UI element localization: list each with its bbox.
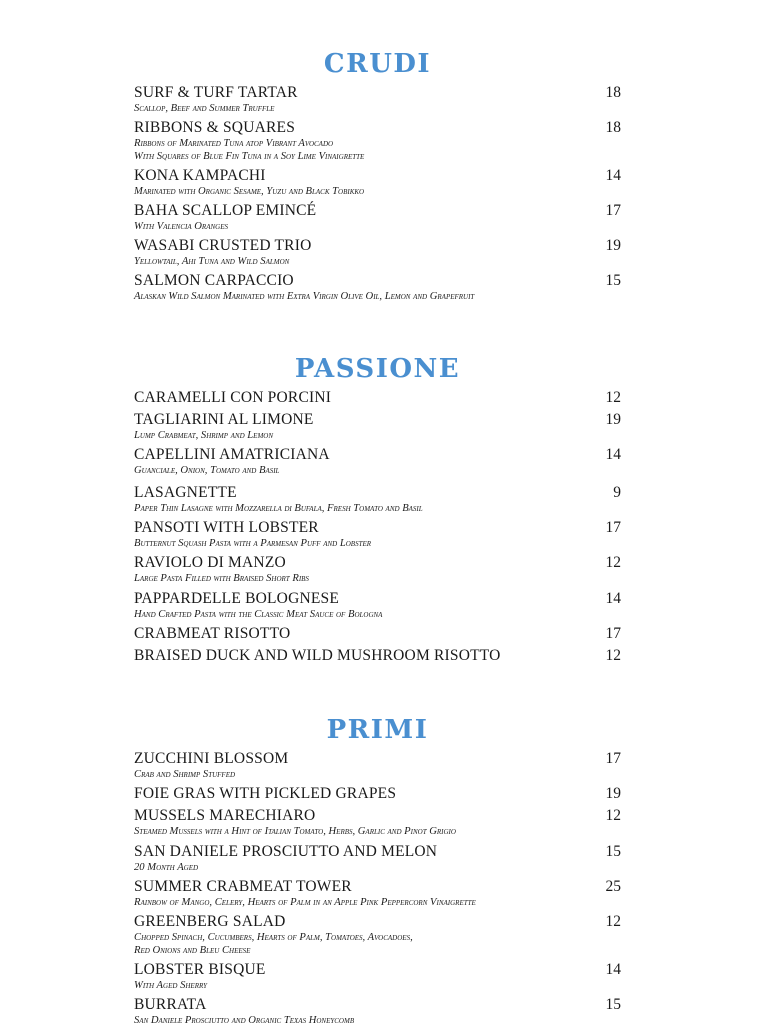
item-description: San Daniele Prosciutto and Organic Texas Honeycomb <box>134 1015 355 1026</box>
item-description: Butternut Squash Pasta with a Parmesan Puff and Lobster <box>134 538 372 549</box>
item-price: 9 <box>613 484 621 501</box>
item-name: PAPPARDELLE BOLOGNESE <box>134 590 340 607</box>
item-name: CARAMELLI CON PORCINI <box>134 389 332 406</box>
item-description: Guanciale, Onion, Tomato and Basil <box>134 465 280 476</box>
item-name: GREENBERG SALAD <box>134 913 286 930</box>
item-description: Alaskan Wild Salmon Marinated with Extra Virgin Olive Oil, Lemon and Grapefruit <box>134 291 475 302</box>
item-name: CAPELLINI AMATRICIANA <box>134 446 330 463</box>
menu-item <box>134 84 621 116</box>
menu-item <box>134 807 621 839</box>
item-description: Ribbons of Marinated Tuna atop Vibrant Avocado <box>134 138 334 149</box>
item-price: 17 <box>605 202 621 219</box>
menu-item <box>134 519 621 551</box>
menu-item <box>134 843 621 875</box>
item-price: 14 <box>605 590 621 607</box>
item-name: SUMMER CRABMEAT TOWER <box>134 878 352 895</box>
item-description: Crab and Shrimp Stuffed <box>134 769 236 780</box>
item-price: 14 <box>605 446 621 463</box>
section-title: PASSIONE <box>294 354 461 384</box>
menu-item <box>134 119 621 163</box>
item-price: 18 <box>605 84 621 101</box>
menu-item <box>134 913 621 957</box>
item-price: 12 <box>605 389 621 406</box>
item-description: With Valencia Oranges <box>134 221 228 232</box>
item-price: 17 <box>605 519 621 536</box>
item-price: 25 <box>605 878 621 895</box>
section-title: PRIMI <box>326 715 429 745</box>
item-name: MUSSELS MARECHIARO <box>134 807 316 824</box>
menu-item <box>134 647 621 665</box>
item-description: Paper Thin Lasagne with Mozzarella di Bufala, Fresh Tomato and Basil <box>134 503 423 514</box>
item-description: Steamed Mussels with a Hint of Italian Tomato, Herbs, Garlic and Pinot Grigio <box>134 826 456 837</box>
item-price: 12 <box>605 647 621 664</box>
item-description: Large Pasta Filled with Braised Short Ribs <box>134 573 309 584</box>
item-name: BRAISED DUCK AND WILD MUSHROOM RISOTTO <box>134 647 501 664</box>
item-price: 15 <box>605 996 621 1013</box>
menu-item <box>134 996 621 1028</box>
item-price: 19 <box>605 237 621 254</box>
item-price: 17 <box>605 750 621 767</box>
item-price: 15 <box>605 272 621 289</box>
item-description: Rainbow of Mango, Celery, Hearts of Palm in an Apple Pink Peppercorn Vinaigrette <box>134 897 476 908</box>
menu-item <box>134 961 621 993</box>
item-name: ZUCCHINI BLOSSOM <box>134 750 289 767</box>
item-name: TAGLIARINI AL LIMONE <box>134 411 314 428</box>
item-name: LOBSTER BISQUE <box>134 961 266 978</box>
item-name: BURRATA <box>134 996 207 1013</box>
menu-item <box>134 237 621 269</box>
item-name: SALMON CARPACCIO <box>134 272 294 289</box>
section-title: CRUDI <box>323 49 432 79</box>
item-price: 12 <box>605 913 621 930</box>
item-name: KONA KAMPACHI <box>134 167 266 184</box>
menu-item <box>134 167 621 199</box>
item-description: With Squares of Blue Fin Tuna in a Soy Lime Vinaigrette <box>134 150 365 162</box>
item-name: BAHA SCALLOP EMINCÉ <box>134 202 317 219</box>
menu-item <box>134 590 621 622</box>
item-price: 12 <box>605 807 621 824</box>
menu-item <box>134 202 621 234</box>
item-name: WASABI CRUSTED TRIO <box>134 237 312 254</box>
item-price: 14 <box>605 961 621 978</box>
item-price: 19 <box>605 785 621 802</box>
menu-item <box>134 554 621 586</box>
menu-item <box>134 272 621 304</box>
item-name: SAN DANIELE PROSCIUTTO AND MELON <box>134 843 438 860</box>
item-name: RAVIOLO DI MANZO <box>134 554 286 571</box>
item-description: Scallop, Beef and Summer Truffle <box>134 103 275 114</box>
item-price: 19 <box>605 411 621 428</box>
item-description: With Aged Sherry <box>134 980 208 991</box>
menu-item <box>134 625 621 643</box>
item-price: 15 <box>605 843 621 860</box>
menu-item <box>134 446 621 478</box>
menu-item <box>134 878 621 910</box>
menu-item <box>134 411 621 443</box>
item-price: 18 <box>605 119 621 136</box>
item-price: 17 <box>605 625 621 642</box>
item-name: SURF & TURF TARTAR <box>134 84 298 101</box>
menu-item <box>134 785 621 803</box>
item-description: Red Onions and Bleu Cheese <box>134 944 251 956</box>
item-name: LASAGNETTE <box>134 484 237 501</box>
item-name: CRABMEAT RISOTTO <box>134 625 291 642</box>
item-description: Hand Crafted Pasta with the Classic Meat Sauce of Bologna <box>134 609 383 620</box>
item-name: PANSOTI WITH LOBSTER <box>134 519 319 536</box>
item-name: RIBBONS & SQUARES <box>134 119 296 136</box>
item-price: 12 <box>605 554 621 571</box>
item-price: 14 <box>605 167 621 184</box>
item-description: Marinated with Organic Sesame, Yuzu and Black Tobikko <box>134 186 365 197</box>
item-description: Yellowtail, Ahi Tuna and Wild Salmon <box>134 256 290 267</box>
item-name: FOIE GRAS WITH PICKLED GRAPES <box>134 785 397 802</box>
menu-item <box>134 484 621 516</box>
menu-item <box>134 750 621 782</box>
item-description: Chopped Spinach, Cucumbers, Hearts of Palm, Tomatoes, Avocadoes, <box>134 932 413 943</box>
item-description: Lump Crabmeat, Shrimp and Lemon <box>134 430 273 441</box>
item-description: 20 Month Aged <box>134 862 199 873</box>
menu-item <box>134 389 621 407</box>
